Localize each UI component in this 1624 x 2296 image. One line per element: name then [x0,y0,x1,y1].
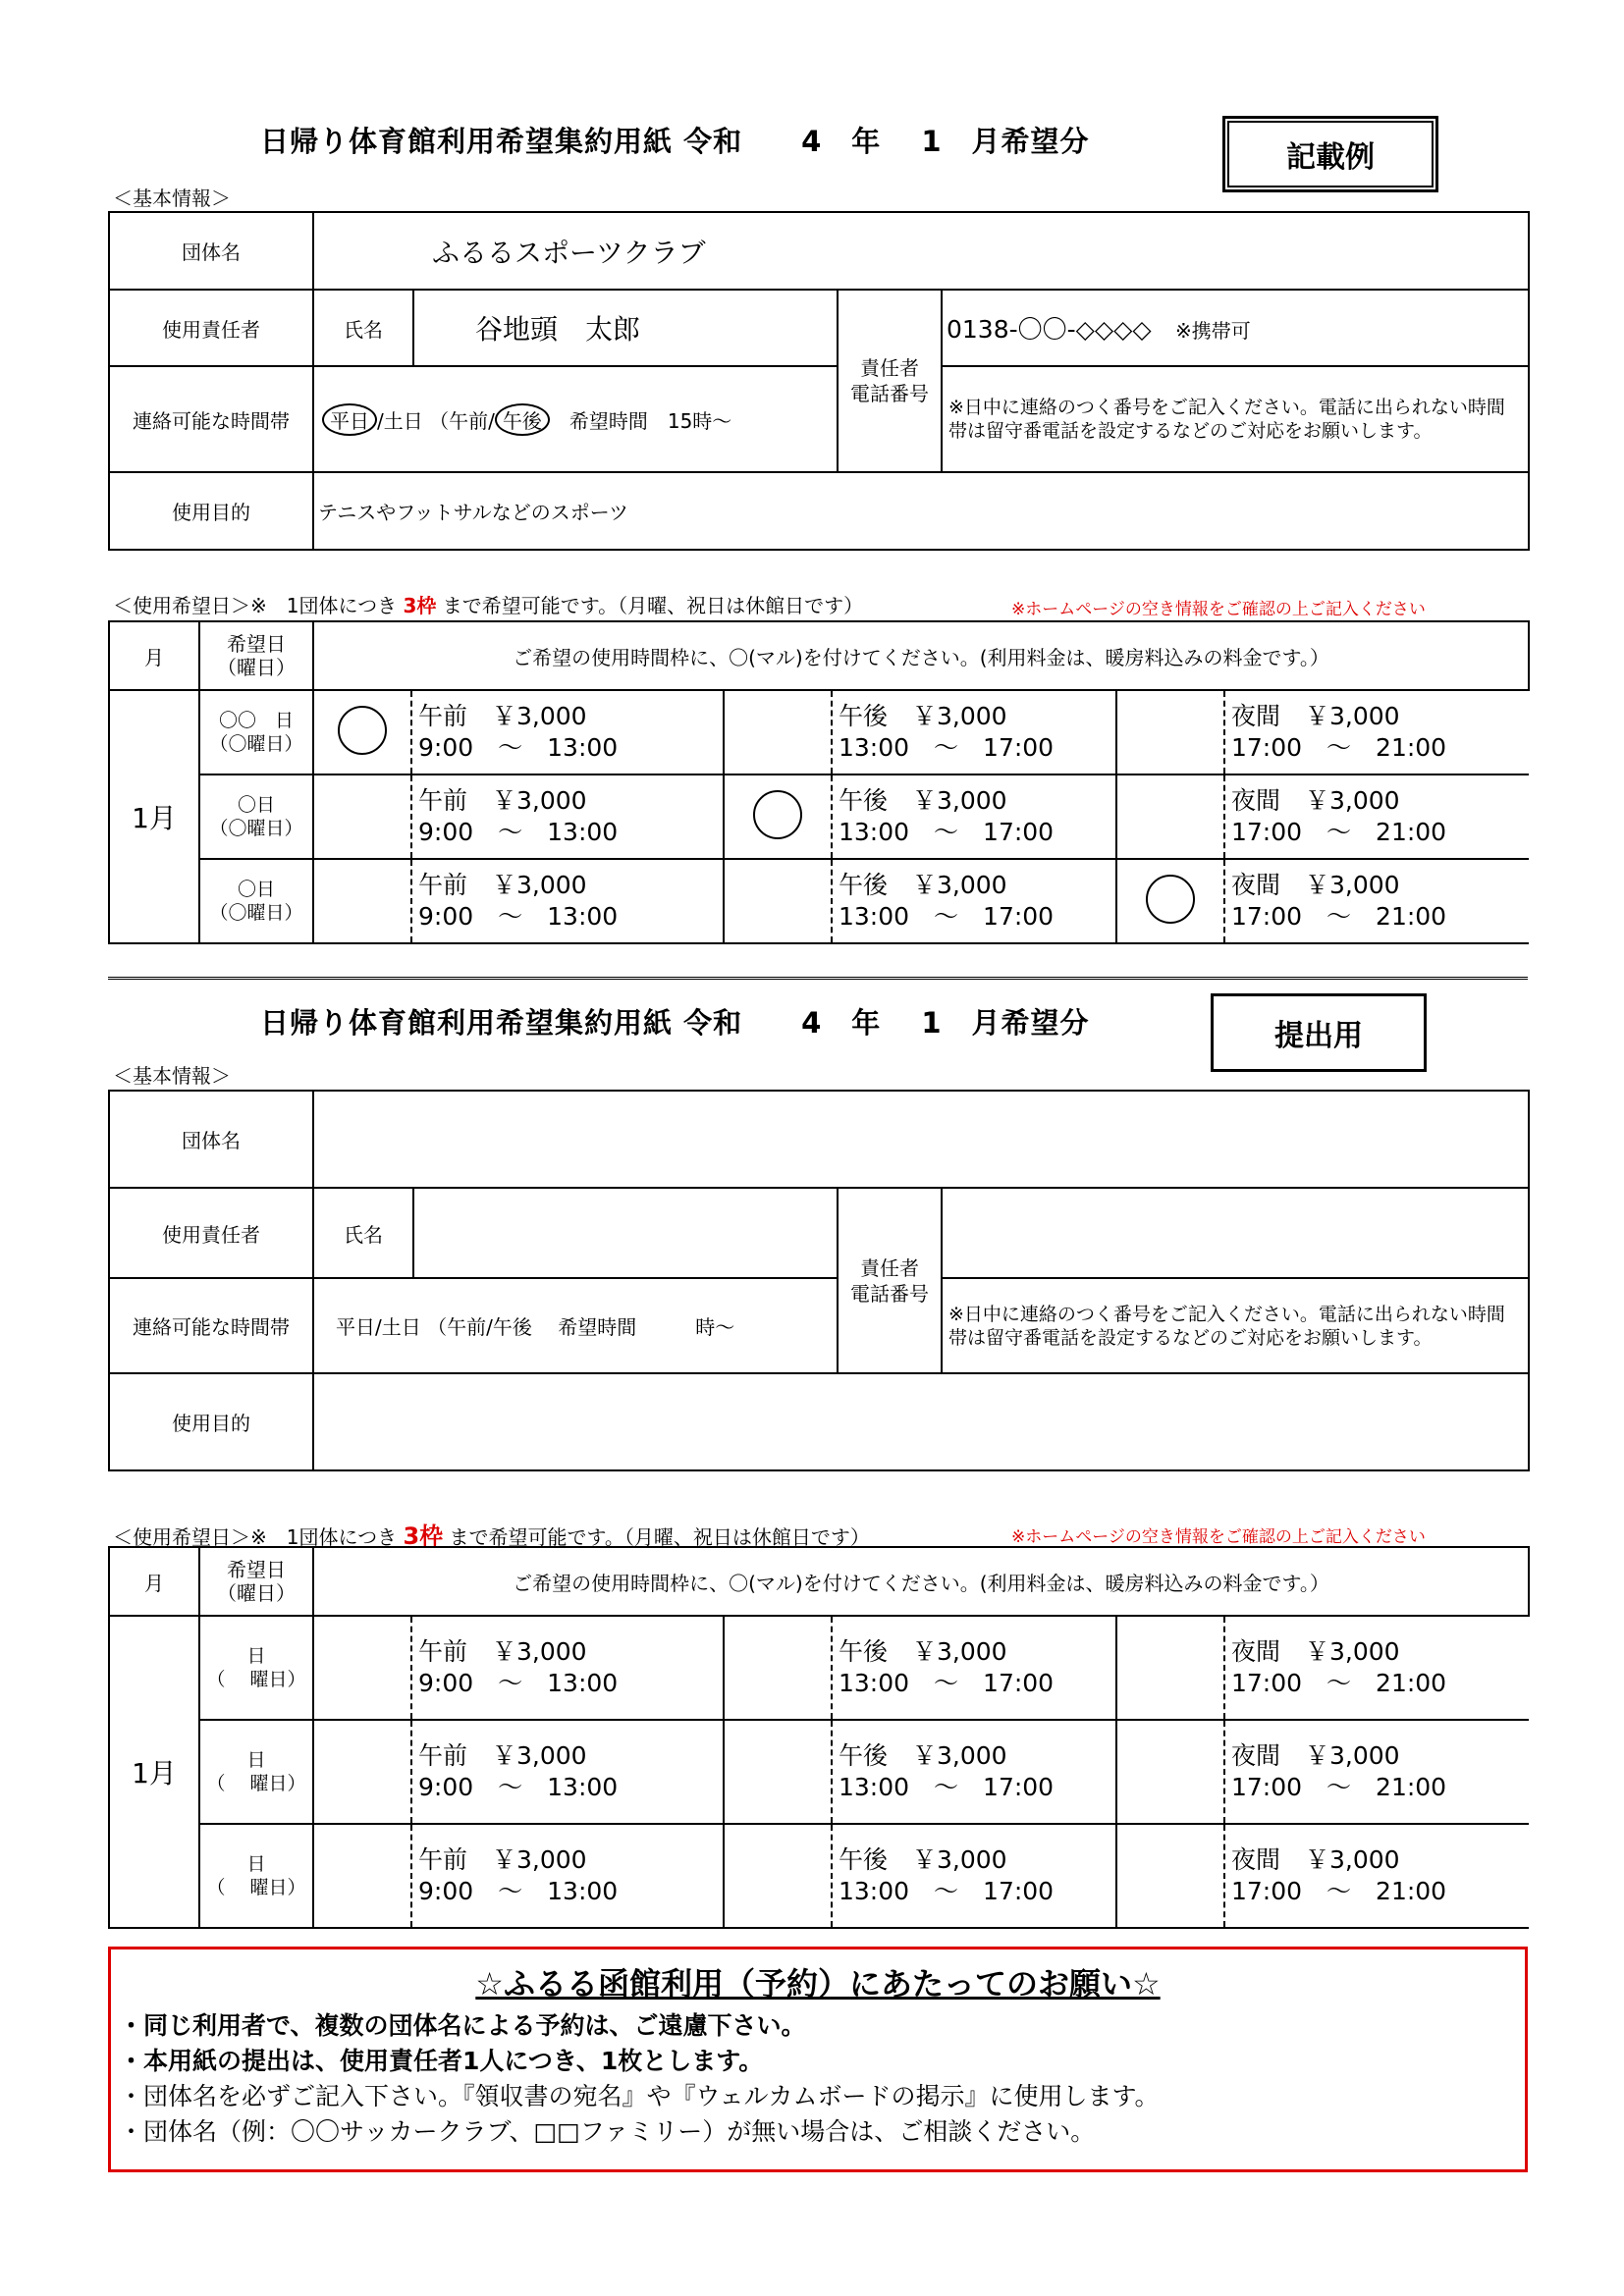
am-mark[interactable] [313,1616,411,1720]
purpose-input[interactable] [313,1373,1529,1470]
days-limit: 3枠 [403,594,437,617]
submit-basic-label: ＜基本情報＞ [113,1064,231,1088]
phone-cell [942,290,1529,366]
purpose-value: テニスやフットサルなどのスポーツ [313,472,1529,550]
phone-note: ※日中に連絡のつく番号をご記入ください。電話に出られない時間帯は留守番電話を設定するなどのご対応をお願いします。 [942,1278,1529,1373]
pm-mark[interactable] [724,1720,832,1824]
example-days-label [113,590,863,618]
night-mark[interactable] [1116,774,1224,859]
rule-item: ・団体名を必ずご記入下さい。『領収書の宛名』や『ウェルカムボードの掲示』に使用します。 [119,2082,1160,2110]
phone-value: 0138-〇〇-◇◇◇◇ [947,315,1152,344]
name-label: 氏名 [313,290,413,366]
contact-label: 連絡可能な時間帯 [109,1278,313,1373]
example-hp-note: ※ホームページの空き情報をご確認の上ご記入ください [1011,600,1426,619]
night-mark[interactable] [1116,1616,1224,1720]
example-basic-label: ＜基本情報＞ [113,187,231,210]
section-divider [108,977,1528,984]
am-slot: 午前 ￥3,000 9:00 ～ 13:00 [411,1720,724,1824]
group-input[interactable] [313,1091,1529,1188]
phone-label: 責任者 電話番号 [838,290,942,472]
date-cell[interactable]: 日 （ 曜日） [199,1824,313,1928]
submit-days-table [108,1546,1530,1929]
person-label: 使用責任者 [109,1188,313,1278]
group-value: ふるるスポーツクラブ [313,212,1529,290]
am-slot: 午前 ￥3,000 9:00 ～ 13:00 [411,1824,724,1928]
group-label: 団体名 [109,1091,313,1188]
night-slot: 夜間 ￥3,000 17:00 ～ 21:00 [1224,774,1529,859]
am-mark[interactable] [313,774,411,859]
am-slot: 午前 ￥3,000 9:00 ～ 13:00 [411,774,724,859]
phone-note: ※日中に連絡のつく番号をご記入ください。電話に出られない時間帯は留守番電話を設定するなどのご対応をお願いします。 [942,366,1529,472]
phone-input[interactable] [942,1188,1529,1278]
submit-basic-table [108,1090,1530,1471]
date-cell: 〇日 （〇曜日） [199,774,313,859]
pm-circle: 午後 [495,403,550,436]
header-date: 希望日 （曜日） [199,1547,313,1616]
pm-slot: 午後 ￥3,000 13:00 ～ 17:00 [832,859,1116,943]
am-mark[interactable] [313,690,411,774]
submit-title: 日帰り体育館利用希望集約用紙 令和 4 年 1 月希望分 [260,1006,1090,1040]
contact-value [313,366,838,472]
night-slot: 夜間 ￥3,000 17:00 ～ 21:00 [1224,1824,1529,1928]
days-label-text: ＜使用希望日＞※ 1団体につき [113,1525,404,1549]
rule-item: ・同じ利用者で、複数の団体名による予約は、ご遠慮下さい。 [119,2011,806,2040]
purpose-label: 使用目的 [109,1373,313,1470]
night-mark[interactable] [1116,1824,1224,1928]
pm-slot: 午後 ￥3,000 13:00 ～ 17:00 [832,1824,1116,1928]
night-slot: 夜間 ￥3,000 17:00 ～ 21:00 [1224,690,1529,774]
night-mark[interactable] [1116,690,1224,774]
pm-slot: 午後 ￥3,000 13:00 ～ 17:00 [832,690,1116,774]
pm-mark[interactable] [724,690,832,774]
submit-badge: 提出用 [1211,993,1427,1072]
month-value: 1月 [109,690,199,943]
name-label: 氏名 [313,1188,413,1278]
name-input[interactable] [413,1188,838,1278]
pm-slot: 午後 ￥3,000 13:00 ～ 17:00 [832,1616,1116,1720]
pm-mark[interactable] [724,1616,832,1720]
night-slot: 夜間 ￥3,000 17:00 ～ 21:00 [1224,1616,1529,1720]
am-mark[interactable] [313,859,411,943]
contact-mid: /土日 （午前/ [377,408,495,433]
am-mark[interactable] [313,1824,411,1928]
date-cell: 〇日 （〇曜日） [199,859,313,943]
rule-item: ・本用紙の提出は、使用責任者1人につき、1枚とします。 [119,2047,764,2075]
pm-slot: 午後 ￥3,000 13:00 ～ 17:00 [832,774,1116,859]
days-label-text: ＜使用希望日＞※ 1団体につき [113,594,404,617]
header-month: 月 [109,621,199,690]
header-month: 月 [109,1547,199,1616]
pm-mark[interactable] [724,859,832,943]
contact-value[interactable]: 平日/土日 （午前/午後 希望時間 時～ [313,1278,838,1373]
header-date: 希望日 （曜日） [199,621,313,690]
month-value: 1月 [109,1616,199,1928]
contact-label: 連絡可能な時間帯 [109,366,313,472]
example-title: 日帰り体育館利用希望集約用紙 令和 4 年 1 月希望分 [260,125,1090,158]
night-mark[interactable] [1116,1720,1224,1824]
am-slot: 午前 ￥3,000 9:00 ～ 13:00 [411,1616,724,1720]
group-label: 団体名 [109,212,313,290]
am-mark[interactable] [313,1720,411,1824]
phone-label: 責任者 電話番号 [838,1188,942,1373]
example-days-table [108,620,1530,944]
name-value: 谷地頭 太郎 [413,290,838,366]
phone-mobile: ※携帯可 [1174,319,1251,343]
days-rest: まで希望可能です。（月曜、祝日は休館日です） [443,1525,870,1549]
purpose-label: 使用目的 [109,472,313,550]
night-slot: 夜間 ￥3,000 17:00 ～ 21:00 [1224,1720,1529,1824]
night-mark[interactable] [1116,859,1224,943]
rules-box [108,1947,1528,2172]
example-basic-table [108,211,1530,551]
pm-mark[interactable] [724,774,832,859]
person-label: 使用責任者 [109,290,313,366]
days-limit: 3枠 [403,1522,444,1550]
date-cell[interactable]: 日 （ 曜日） [199,1616,313,1720]
weekday-circle: 平日 [322,403,377,436]
contact-rest: 希望時間 15時～ [549,408,732,433]
rules-list [111,2008,1525,2150]
example-badge: 記載例 [1222,116,1438,192]
header-instruction: ご希望の使用時間枠に、〇(マル)を付けてください。(利用料金は、暖房料込みの料金です。） [313,621,1529,690]
rules-title: ☆ふるる函館利用（予約）にあたってのお願い☆ [475,1965,1161,2002]
rule-item: ・団体名（例：〇〇サッカークラブ、□□ファミリー）が無い場合は、ご相談ください。 [119,2117,1096,2146]
date-cell[interactable]: 日 （ 曜日） [199,1720,313,1824]
pm-mark[interactable] [724,1824,832,1928]
header-instruction: ご希望の使用時間枠に、〇(マル)を付けてください。(利用料金は、暖房料込みの料金です。） [313,1547,1529,1616]
submit-hp-note: ※ホームページの空き情報をご確認の上ご記入ください [1011,1527,1426,1547]
date-cell: 〇〇 日 （〇曜日） [199,690,313,774]
days-rest: まで希望可能です。（月曜、祝日は休館日です） [436,594,864,617]
am-slot: 午前 ￥3,000 9:00 ～ 13:00 [411,859,724,943]
night-slot: 夜間 ￥3,000 17:00 ～ 21:00 [1224,859,1529,943]
pm-slot: 午後 ￥3,000 13:00 ～ 17:00 [832,1720,1116,1824]
am-slot: 午前 ￥3,000 9:00 ～ 13:00 [411,690,724,774]
